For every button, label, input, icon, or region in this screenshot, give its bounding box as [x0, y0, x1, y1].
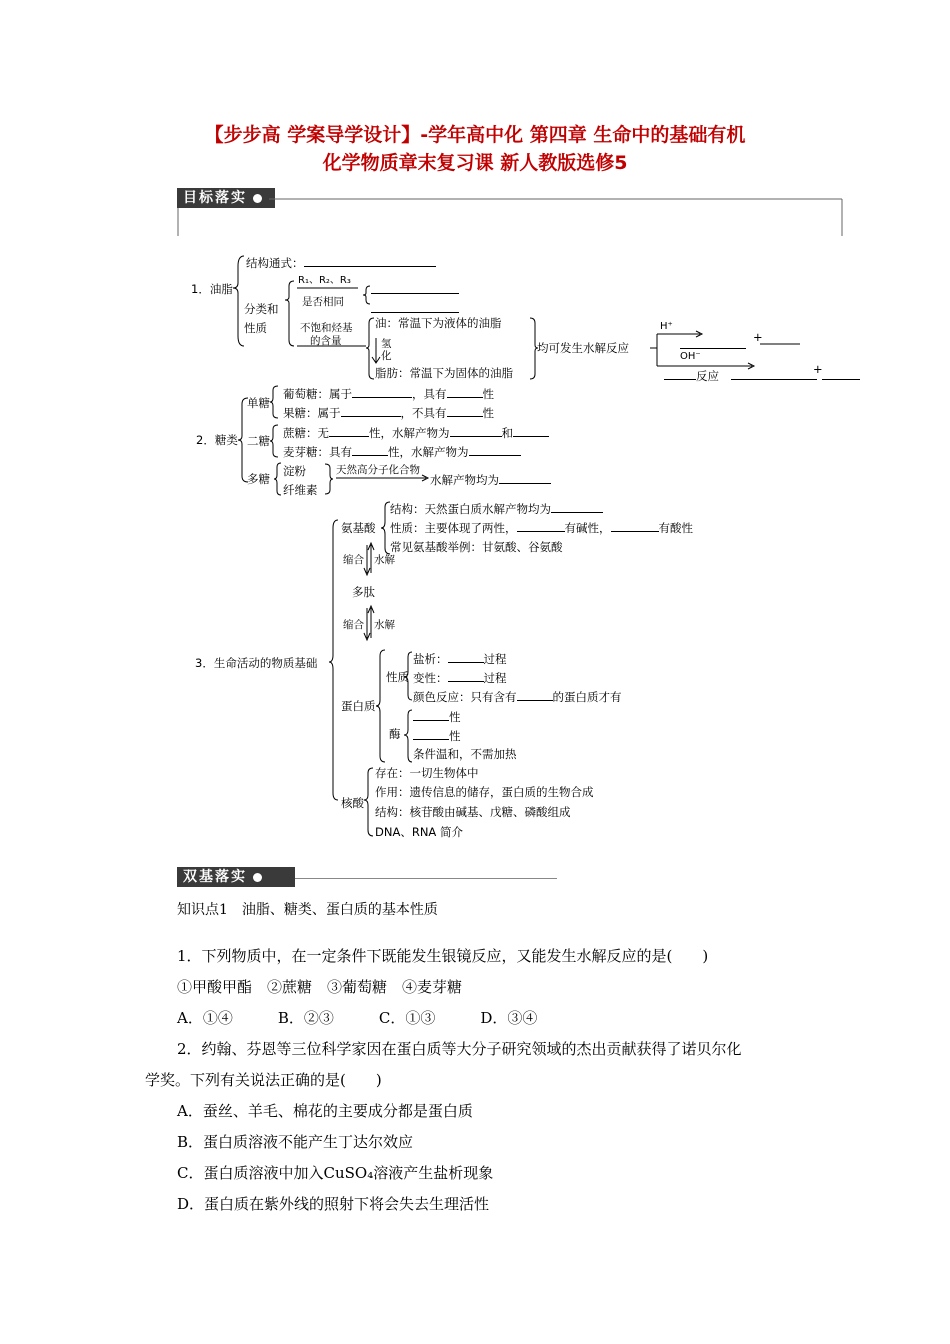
- title-line-2: 化学物质章末复习课 新人教版选修5: [322, 152, 628, 174]
- amino-struct-label: 结构：天然蛋白质水解产物均为: [390, 502, 551, 516]
- protein-label: 蛋白质: [341, 699, 376, 713]
- enzyme-prop-1: [413, 709, 461, 724]
- and-text: 和: [501, 426, 513, 440]
- hydrolysis-product-label: 水解产物均为: [430, 473, 499, 487]
- color-b: 的蛋白质才有: [552, 690, 622, 704]
- blank: [341, 405, 401, 417]
- blank: [469, 444, 521, 456]
- blank: [611, 520, 659, 532]
- q1-items: ①甲酸甲酯 ②蔗糖 ③葡萄糖 ④麦芽糖: [177, 978, 463, 996]
- maltose-b: 性，水解产物为: [388, 445, 469, 459]
- peptide-label: 多肽: [352, 585, 375, 599]
- plus-1: +: [753, 330, 763, 344]
- blank: [329, 425, 369, 437]
- blank: [352, 386, 412, 398]
- q2-option-d: D．蛋白质在紫外线的照射下将会失去生理活性: [177, 1195, 490, 1213]
- amino-struct: [390, 501, 603, 516]
- denature-label: 变性：: [413, 671, 448, 685]
- blank-row: [371, 301, 459, 316]
- blank: [304, 255, 436, 267]
- blank: [450, 425, 502, 437]
- q1-options: A．①④ B．②③ C．①③ D．③④: [177, 1009, 538, 1027]
- amino-common: 常见氨基酸举例：甘氨酸、谷氨酸: [390, 540, 563, 554]
- blank: [413, 709, 449, 721]
- hydrolysis-product: [430, 472, 551, 487]
- fructose-b: ，不具有: [400, 406, 447, 420]
- amino-prop-c: 有酸性: [658, 521, 693, 535]
- unsaturated-1: 不饱和烃基: [300, 322, 353, 334]
- blank: [371, 282, 459, 294]
- poly-label: 多糖: [247, 472, 270, 486]
- blank: [499, 472, 551, 484]
- blank: [664, 368, 696, 380]
- blank-row: [822, 368, 860, 383]
- blank: [352, 444, 388, 456]
- fructose-a: 果糖：属于: [283, 406, 341, 420]
- cellulose-label: 纤维素: [283, 483, 318, 497]
- q2-option-a: A．蚕丝、羊毛、棉花的主要成分都是蛋白质: [177, 1102, 473, 1120]
- maltose-row: [283, 444, 521, 459]
- salting-label: 盐析：: [413, 652, 448, 666]
- glucose-a: 葡萄糖：属于: [283, 387, 352, 401]
- q2-stem-2: 学奖。下列有关说法正确的是( ): [145, 1071, 382, 1089]
- blank: [731, 368, 817, 380]
- amino-prop: [390, 520, 693, 535]
- amino-prop-a: 性质：主要体现了两性，: [390, 521, 517, 535]
- glucose-b: ，具有: [412, 387, 447, 401]
- denature-row: [413, 670, 507, 685]
- prop-text: 性: [449, 710, 461, 724]
- fructose-row: [283, 405, 494, 420]
- blank: [448, 651, 484, 663]
- r-groups: R₁、R₂、R₃: [298, 275, 351, 286]
- reaction-label: 反应: [696, 369, 719, 383]
- starch-label: 淀粉: [283, 464, 306, 478]
- divider: [295, 878, 557, 879]
- blank: [517, 689, 553, 701]
- q2-stem-1: 2．约翰、芬恩等三位科学家因在蛋白质等大分子研究领域的杰出贡献获得了诺贝尔化: [177, 1040, 742, 1058]
- hydrolyze-label-2: 水解: [374, 619, 395, 631]
- prop-text: 性: [482, 387, 494, 401]
- prop-text: 性: [449, 729, 461, 743]
- is-same: 是否相同: [302, 296, 344, 308]
- oil-def: 油：常温下为液体的油脂: [375, 316, 502, 330]
- blank: [447, 405, 483, 417]
- blank: [371, 301, 459, 313]
- blank: [447, 386, 483, 398]
- unsaturated-2: 的含量: [310, 335, 342, 347]
- fat-general-formula-label: 结构通式：: [246, 256, 304, 270]
- mono-label: 单糖: [247, 396, 270, 410]
- salting-row: [413, 651, 507, 666]
- soap-row: [664, 368, 817, 383]
- fat-general-formula: [246, 255, 436, 270]
- prop-text: 性: [482, 406, 494, 420]
- hydrolyze-label-1: 水解: [374, 554, 395, 566]
- nucleic-exist: 存在：一切生物体中: [375, 766, 479, 780]
- sugar-label: 2．糖类: [196, 433, 238, 447]
- process-text: 过程: [483, 652, 507, 666]
- blank: [680, 337, 746, 349]
- color-a: 颜色反应：只有含有: [413, 690, 517, 704]
- blank: [551, 501, 603, 513]
- sucrose-a: 蔗糖：无: [283, 426, 329, 440]
- fat-classify-label: 分类和: [244, 302, 279, 316]
- blank: [513, 425, 549, 437]
- glucose-row: [283, 386, 494, 401]
- color-reaction-row: [413, 689, 622, 704]
- q2-option-c: C．蛋白质溶液中加入CuSO₄溶液产生盐析现象: [177, 1164, 494, 1182]
- blank: [822, 368, 860, 380]
- plus-2: +: [813, 362, 823, 376]
- double-banner-label: 双基落实: [183, 869, 247, 885]
- title-line-1: 【步步高 学案导学设计】-学年高中化 第四章 生命中的基础有机: [204, 124, 746, 146]
- hydro-1: 氢: [381, 338, 392, 350]
- hydrolysis-label: 均可发生水解反应: [537, 341, 629, 355]
- blank-row: [371, 282, 459, 297]
- enzyme-prop-2: [413, 728, 461, 743]
- fat-label: 1．油脂: [191, 282, 233, 296]
- enzyme-label: 酶: [389, 727, 401, 741]
- hydro-2: 化: [381, 350, 392, 362]
- sucrose-row: [283, 425, 549, 440]
- q2-option-b: B．蛋白质溶液不能产生丁达尔效应: [177, 1133, 414, 1151]
- bullet-dot-icon: [253, 873, 262, 882]
- q1-stem: 1．下列物质中，在一定条件下既能发生银镜反应，又能发生水解反应的是( ): [177, 947, 709, 965]
- property-label: 性质: [386, 670, 409, 684]
- blank: [517, 520, 565, 532]
- di-label: 二糖: [247, 434, 270, 448]
- sucrose-b: 性，水解产物为: [369, 426, 450, 440]
- process-text: 过程: [483, 671, 507, 685]
- blank: [413, 728, 449, 740]
- double-banner: [177, 867, 295, 887]
- blank: [448, 670, 484, 682]
- amino-label: 氨基酸: [341, 521, 376, 535]
- nucleic-structure: 结构：核苷酸由碱基、戊糖、磷酸组成: [375, 805, 571, 819]
- acid-cond: H⁺: [660, 321, 673, 332]
- life-label: 3．生命活动的物质基础: [195, 656, 318, 670]
- maltose-a: 麦芽糖：具有: [283, 445, 352, 459]
- polymer-label: 天然高分子化合物: [336, 464, 420, 476]
- base-cond: OH⁻: [680, 351, 701, 362]
- fat-nature-label: 性质: [244, 321, 267, 335]
- condense-label-2: 缩合: [343, 619, 364, 631]
- nucleic-dna: DNA、RNA 简介: [375, 825, 463, 839]
- enzyme-mild: 条件温和，不需加热: [413, 747, 517, 761]
- condense-label-1: 缩合: [343, 554, 364, 566]
- fat-solid-def: 脂肪：常温下为固体的油脂: [375, 366, 513, 380]
- nucleic-label: 核酸: [341, 796, 364, 810]
- knowledge-point: 知识点1 油脂、糖类、蛋白质的基本性质: [177, 902, 438, 918]
- nucleic-role: 作用：遗传信息的储存，蛋白质的生物合成: [375, 785, 594, 799]
- amino-prop-b: 有碱性，: [564, 521, 611, 535]
- target-banner-label: 目标落实: [183, 190, 247, 206]
